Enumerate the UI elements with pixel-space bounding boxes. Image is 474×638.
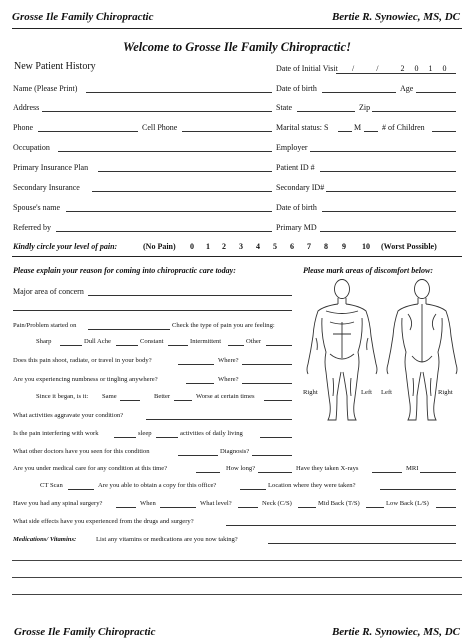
pain-type-dull-field[interactable] xyxy=(116,345,138,346)
ct-scan-label: CT Scan xyxy=(40,482,63,489)
since-same-label: Same xyxy=(102,393,117,400)
interfering-sleep-label: sleep xyxy=(138,430,152,437)
state-field[interactable] xyxy=(297,111,355,112)
pain-type-intermittent: Intermittent xyxy=(190,338,222,345)
body-diagram-back[interactable] xyxy=(380,278,464,426)
numbness-label: Are you experiencing numbness or tingling anywhere? xyxy=(13,376,158,383)
spinal-surgery-field[interactable] xyxy=(116,507,136,508)
occupation-field[interactable] xyxy=(58,151,272,152)
footer-doctor-name: Bertie R. Synowiec, MS, DC xyxy=(331,626,460,638)
marital-single-field[interactable] xyxy=(338,131,352,132)
front-right-label: Right xyxy=(303,389,318,396)
pain-shoot-where-label: Where? xyxy=(218,357,239,364)
header-doctor-name: Bertie R. Synowiec, MS, DC xyxy=(331,11,460,23)
major-concern-field-2[interactable] xyxy=(13,310,292,311)
zip-label: Zip xyxy=(359,103,371,112)
state-label: State xyxy=(276,103,292,112)
side-effects-field[interactable] xyxy=(226,525,456,526)
phone-field[interactable] xyxy=(38,131,138,132)
referred-field[interactable] xyxy=(56,231,272,232)
surgery-midback-field[interactable] xyxy=(366,507,384,508)
reason-heading: Please explain your reason for coming into chiropractic care today: xyxy=(13,266,236,275)
pain-shoot-where-field[interactable] xyxy=(242,364,292,365)
pain-started-label: Pain/Problem started on xyxy=(13,322,77,329)
other-doctors-label: What other doctors have you seen for this condition xyxy=(13,448,150,455)
pain-scale-0[interactable]: 0 xyxy=(190,242,194,251)
section-heading-history: New Patient History xyxy=(14,61,96,72)
zip-field[interactable] xyxy=(372,111,456,112)
employer-field[interactable] xyxy=(310,151,456,152)
primary-md-label: Primary MD xyxy=(276,223,317,232)
primary-insurance-label: Primary Insurance Plan xyxy=(13,163,89,172)
major-concern-label: Major area of concern xyxy=(13,287,84,296)
front-left-label: Left xyxy=(361,389,372,396)
secondary-insurance-label: Secondary Insurance xyxy=(13,183,80,192)
patient-id-field[interactable] xyxy=(320,171,456,172)
interfering-sleep-field[interactable] xyxy=(156,437,178,438)
name-label: Name (Please Print) xyxy=(13,84,78,93)
how-long-label: How long? xyxy=(226,465,256,472)
obtain-copy-field[interactable] xyxy=(240,489,266,490)
primary-md-field[interactable] xyxy=(320,231,456,232)
surgery-lowback-label: Low Back (L/S) xyxy=(386,500,429,507)
aggravate-label: What activities aggravate your condition? xyxy=(13,412,124,419)
patient-id-label: Patient ID # xyxy=(276,163,315,172)
header-divider xyxy=(12,28,462,29)
pain-type-other: Other xyxy=(246,338,262,345)
check-pain-type-label: Check the type of pain you are feeling: xyxy=(172,322,275,329)
children-field[interactable] xyxy=(432,131,456,132)
age-label: Age xyxy=(400,84,414,93)
mri-label: MRI xyxy=(406,465,419,472)
since-better-label: Better xyxy=(154,393,171,400)
ct-scan-field[interactable] xyxy=(68,489,94,490)
side-effects-label: What side effects have you experienced from the drugs and surgery? xyxy=(13,518,194,525)
xrays-label: Have they taken X-rays xyxy=(296,465,359,472)
pain-scale-10[interactable]: 10 xyxy=(362,242,370,251)
medications-line-2[interactable] xyxy=(12,560,462,561)
interfering-daily-field[interactable] xyxy=(260,437,292,438)
pain-scale-2[interactable]: 2 xyxy=(222,242,226,251)
medications-label: Medications/ Vitamins: xyxy=(13,536,77,543)
secondary-id-field[interactable] xyxy=(326,191,456,192)
pain-type-other-field[interactable] xyxy=(266,345,292,346)
pain-scale-5[interactable]: 5 xyxy=(273,242,277,251)
spinal-surgery-label: Have you had any spinal surgery? xyxy=(13,500,103,507)
pain-scale-9[interactable]: 9 xyxy=(342,242,346,251)
employer-label: Employer xyxy=(276,143,308,152)
spouse-label: Spouse's name xyxy=(13,203,60,212)
pain-scale-divider xyxy=(12,256,462,257)
address-label: Address xyxy=(13,103,40,112)
discomfort-areas-heading: Please mark areas of discomfort below: xyxy=(303,266,433,275)
occupation-label: Occupation xyxy=(13,143,50,152)
numbness-where-field[interactable] xyxy=(242,383,292,384)
since-began-label: Since it began, is it: xyxy=(36,393,89,400)
pain-scale-4[interactable]: 4 xyxy=(256,242,260,251)
aggravate-field[interactable] xyxy=(146,419,292,420)
diagnosis-label: Diagnosis? xyxy=(220,448,250,455)
address-field[interactable] xyxy=(42,111,272,112)
xrays-field[interactable] xyxy=(372,472,402,473)
referred-label: Referred by xyxy=(13,223,51,232)
secondary-id-label: Secondary ID# xyxy=(276,183,325,192)
body-diagram-front[interactable] xyxy=(300,278,384,426)
marital-married-field[interactable] xyxy=(364,131,378,132)
since-same-field[interactable] xyxy=(120,400,140,401)
surgery-level-field[interactable] xyxy=(238,507,258,508)
children-label: # of Children xyxy=(382,123,425,132)
marital-married-label: M xyxy=(354,123,362,132)
back-left-label: Left xyxy=(381,389,392,396)
interfering-work-field[interactable] xyxy=(114,437,136,438)
pain-scale-8[interactable]: 8 xyxy=(324,242,328,251)
back-right-label: Right xyxy=(438,389,453,396)
location-field[interactable] xyxy=(380,489,456,490)
obtain-copy-label: Are you able to obtain a copy for this office? xyxy=(98,482,217,489)
medications-line-3[interactable] xyxy=(12,577,462,578)
numbness-field[interactable] xyxy=(186,383,214,384)
pain-scale-1[interactable]: 1 xyxy=(206,242,210,251)
surgery-when-field[interactable] xyxy=(160,507,196,508)
mri-field[interactable] xyxy=(420,472,456,473)
pain-scale-6[interactable]: 6 xyxy=(290,242,294,251)
surgery-when-label: When xyxy=(140,500,156,507)
dob-label: Date of birth xyxy=(276,84,317,93)
medical-care-label: Are you under medical care for any condition at this time? xyxy=(13,465,168,472)
pain-shoot-label: Does this pain shoot, radiate, or travel in your body? xyxy=(13,357,152,364)
surgery-midback-label: Mid Back (T/S) xyxy=(318,500,360,507)
footer-practice-name: Grosse Ile Family Chiropractic xyxy=(14,626,156,638)
name-field[interactable] xyxy=(86,92,272,93)
interfering-daily-label: activities of daily living xyxy=(180,430,243,437)
medications-field[interactable] xyxy=(268,543,456,544)
medications-prompt: List any vitamins or medications are you now taking? xyxy=(96,536,238,543)
cell-field[interactable] xyxy=(182,131,272,132)
pain-scale-3[interactable]: 3 xyxy=(239,242,243,251)
header-practice-name: Grosse Ile Family Chiropractic xyxy=(12,11,154,23)
surgery-neck-label: Neck (C/S) xyxy=(262,500,292,507)
interfering-label: Is the pain interfering with work xyxy=(13,430,99,437)
cell-label: Cell Phone xyxy=(142,123,178,132)
medical-care-field[interactable] xyxy=(196,472,220,473)
medications-line-4[interactable] xyxy=(12,594,462,595)
surgery-level-label: What level? xyxy=(200,500,232,507)
marital-label: Marital status: S xyxy=(276,123,329,132)
primary-insurance-field[interactable] xyxy=(98,171,272,172)
location-label: Location where they were taken? xyxy=(268,482,356,489)
dob-field[interactable] xyxy=(322,92,396,93)
other-doctors-field[interactable] xyxy=(178,455,218,456)
date-visit-value: / / 2010 xyxy=(352,64,457,73)
surgery-lowback-field[interactable] xyxy=(436,507,456,508)
since-better-field[interactable] xyxy=(174,400,192,401)
form-title: Welcome to Grosse Ile Family Chiropractic! xyxy=(123,40,351,54)
pain-type-dull: Dull Ache xyxy=(84,338,111,345)
phone-label: Phone xyxy=(13,123,33,132)
surgery-neck-field[interactable] xyxy=(298,507,316,508)
secondary-insurance-field[interactable] xyxy=(92,191,272,192)
pain-type-sharp-field[interactable] xyxy=(60,345,82,346)
pain-scale-label: Kindly circle your level of pain: xyxy=(13,242,118,251)
spouse-dob-label: Date of birth xyxy=(276,203,317,212)
spouse-field[interactable] xyxy=(66,211,272,212)
pain-shoot-field[interactable] xyxy=(178,364,214,365)
pain-type-sharp: Sharp xyxy=(36,338,52,345)
pain-started-field[interactable] xyxy=(88,329,170,330)
pain-scale-low: (No Pain) xyxy=(143,242,176,251)
since-worse-field[interactable] xyxy=(264,400,292,401)
date-visit-label: Date of Initial Visit xyxy=(276,64,338,73)
pain-type-constant-field[interactable] xyxy=(168,345,188,346)
numbness-where-label: Where? xyxy=(218,376,239,383)
pain-type-constant: Constant xyxy=(140,338,164,345)
how-long-field[interactable] xyxy=(258,472,292,473)
pain-scale-high: (Worst Possible) xyxy=(381,242,437,251)
spouse-dob-field[interactable] xyxy=(322,211,456,212)
since-worse-label: Worse at certain times xyxy=(196,393,255,400)
major-concern-field[interactable] xyxy=(88,295,292,296)
date-visit-field[interactable] xyxy=(336,73,456,74)
pain-type-intermittent-field[interactable] xyxy=(228,345,244,346)
age-field[interactable] xyxy=(416,92,456,93)
pain-scale-7[interactable]: 7 xyxy=(307,242,311,251)
diagnosis-field[interactable] xyxy=(252,455,292,456)
